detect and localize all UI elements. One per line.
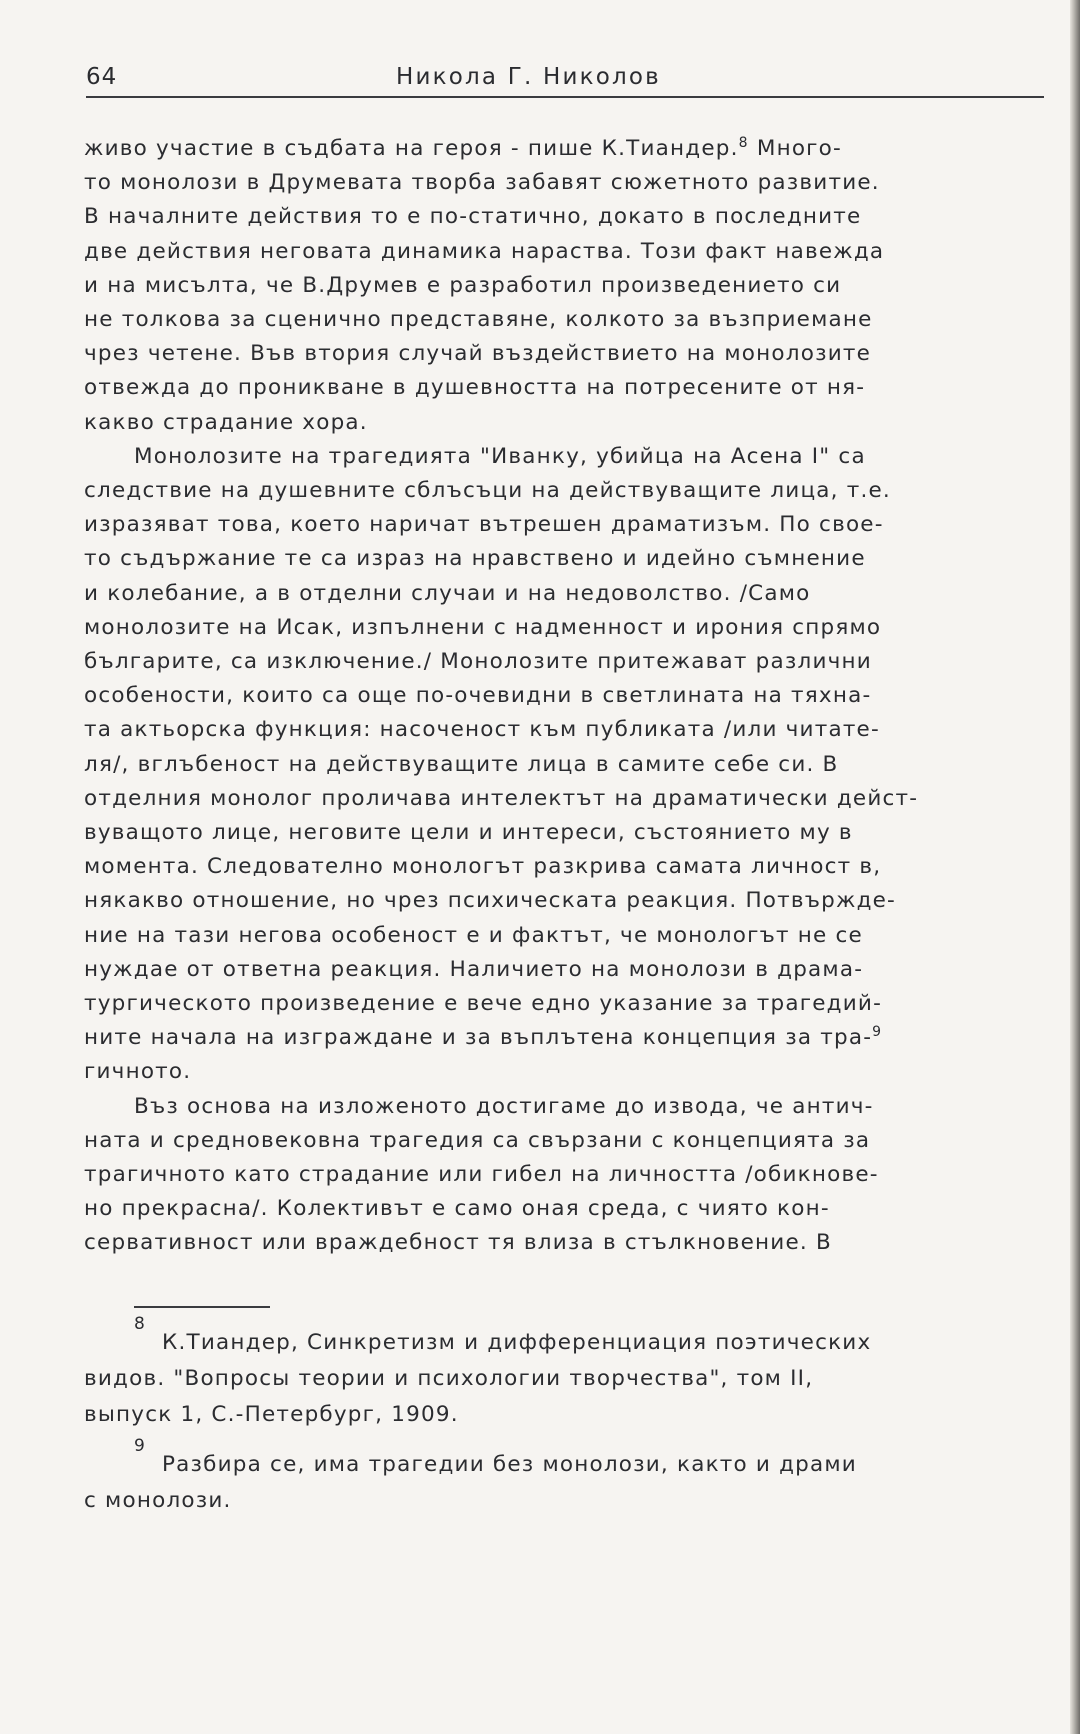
footnote-line: видов. "Вопросы теории и психологии творчества", том II,: [84, 1366, 814, 1391]
line-text: чрез четене. Във втория случай въздействието на монолозите: [84, 341, 872, 367]
text-line: [84, 1226, 832, 1260]
line-text: то съдържание те са израз на нравствено и идейно съмнение: [84, 546, 866, 572]
header-rule: [86, 96, 1044, 98]
text-line: [84, 816, 853, 850]
page-header: [86, 64, 1046, 96]
line-text: две действия неговата динамика нараства. Този факт навежда: [84, 238, 885, 264]
text-line: [84, 850, 881, 884]
text-line: [84, 132, 842, 166]
text-line: [84, 1192, 830, 1226]
text-line: [84, 713, 880, 747]
text-line: [134, 440, 866, 474]
line-text: живо участие в съдбата на героя - пише К.Тиандер.: [84, 136, 739, 161]
footnote-rule: [134, 1306, 270, 1308]
line-text: следствие на душевните сблъсъци на действуващите лица, т.е.: [84, 478, 891, 503]
line-text: Монолозите на трагедията "Иванку, убийца на Асена I" са: [134, 443, 866, 469]
line-text: някакво отношение, но чрез психическата реакция. Потвържде-: [84, 888, 897, 914]
text-line: [84, 474, 891, 508]
line-text: трагичното като страдание или гибел на личността /обикнове-: [84, 1162, 879, 1187]
line-text: нуждае от ответна реакция. Наличието на монолози в драма-: [84, 956, 864, 982]
text-line: [84, 303, 873, 337]
footnote-line: выпуск 1, С.-Петербург, 1909.: [84, 1402, 459, 1427]
line-text: гичното.: [84, 1059, 192, 1085]
line-text: монолозите на Исак, изпълнени с надменност и ирония спрямо: [84, 614, 882, 640]
footnote-line: Разбира се, има трагедии без монолози, както и драми: [162, 1452, 857, 1477]
footnote-line: К.Тиандер, Синкретизм и дифференциация поэтических: [162, 1330, 872, 1355]
text-line: [84, 1055, 191, 1089]
footnote-mark: 9: [134, 1436, 145, 1456]
text-line: [84, 611, 881, 645]
scan-edge-shadow: [1070, 0, 1080, 1734]
page-number: 64: [86, 64, 118, 90]
footnote-line: с монолози.: [84, 1488, 232, 1513]
line-text: изразяват това, което наричат вътрешен драматизъм. По свое-: [84, 512, 884, 538]
footnote-mark: 8: [134, 1314, 145, 1334]
line-text: момента. Следователно монологът разкрива самата личност в,: [84, 854, 882, 880]
text-line: [84, 1158, 879, 1192]
text-line: [84, 337, 871, 371]
line-text: и колебание, а в отделни случаи и на недоволство. /Само: [84, 580, 811, 606]
line-text: отвежда до проникване в душевността на потресените от ня-: [84, 375, 866, 401]
text-line: [84, 371, 865, 405]
text-line: [84, 748, 839, 782]
text-line: [84, 542, 866, 576]
line-text: ние на тази негова особеност е и фактът, че монологът не се: [84, 922, 863, 948]
text-line: [84, 508, 884, 542]
line-text: и на мисълта, че В.Друмев е разработил произведението си: [84, 272, 842, 298]
line-text: ната и средновековна трагедия са свързани с концепцията за: [84, 1127, 871, 1153]
line-text: отделния монолог проличава интелектът на драматически дейст-: [84, 785, 919, 811]
line-text: но прекрасна/. Колективът е само оная среда, с чиято кон-: [84, 1196, 830, 1222]
text-line: [84, 577, 811, 611]
line-text: сервативност или враждебност тя влиза в стълкновение. В: [84, 1230, 832, 1256]
line-text: В началните действия то е по-статично, докато в последните: [84, 204, 862, 230]
text-line: [84, 953, 863, 987]
text-line: [84, 782, 918, 816]
running-head: Никола Г. Николов: [396, 64, 661, 90]
text-line: [84, 1124, 870, 1158]
text-line: [84, 679, 871, 713]
text-line: [84, 1021, 882, 1055]
text-line: [84, 645, 872, 679]
footnote-reference: 9: [872, 1024, 883, 1041]
line-text: та актьорска функция: насоченост към публиката /или читате-: [84, 717, 880, 743]
line-text: какво страдание хора.: [84, 409, 368, 435]
text-line: [84, 166, 880, 200]
line-text: ля/, вглъбеност на действуващите лица в самите себе си. В: [84, 751, 839, 777]
text-line: [84, 200, 861, 234]
line-text-tail: Много-: [748, 136, 842, 161]
text-line: [134, 1090, 874, 1124]
text-line: [84, 269, 841, 303]
footnote-reference: 8: [738, 135, 749, 151]
text-line: [84, 987, 882, 1021]
text-line: [84, 235, 884, 269]
text-line: [84, 884, 896, 918]
line-text: ните начала на изграждане и за въплътена концепция за тра-: [84, 1025, 873, 1051]
line-text: особености, които са още по-очевидни в светлината на тяхна-: [84, 683, 872, 709]
line-text: българите, са изключение./ Монолозите притежават различни: [84, 649, 872, 674]
text-line: [84, 406, 368, 440]
line-text: вуващото лице, неговите цели и интереси, състоянието му в: [84, 820, 853, 845]
line-text: то монолози в Друмевата творба забавят сюжетното развитие.: [84, 170, 880, 196]
line-text: тургическото произведение е вече едно указание за трагедий-: [84, 991, 883, 1016]
text-line: [84, 919, 863, 953]
line-text: Въз основа на изложеното достигаме до извода, че антич-: [134, 1093, 874, 1119]
line-text: не толкова за сценично представяне, колкото за възприемане: [84, 307, 873, 332]
